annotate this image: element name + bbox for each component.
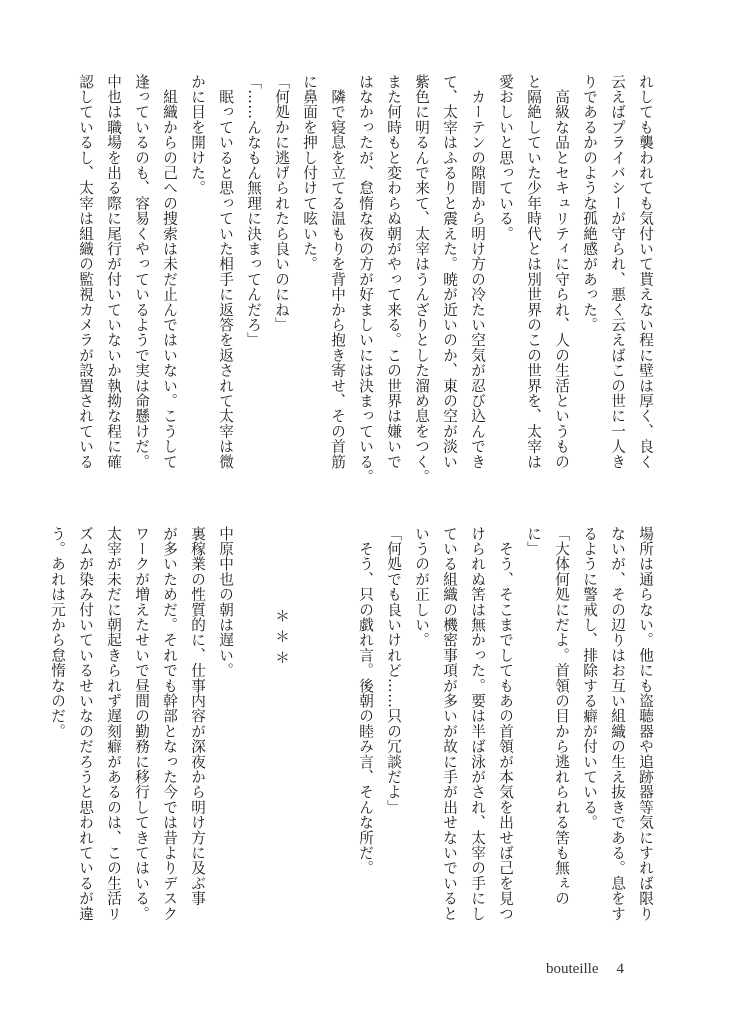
lower-text-line: 「何処でも良いけれど……只の冗談だよ」 bbox=[385, 526, 402, 815]
page-number: 4 bbox=[616, 961, 624, 977]
upper-text-line: はなかったが、怠惰な夜の方が好ましいには決まっている。 bbox=[357, 74, 374, 485]
upper-text-line: また何時もと変わらぬ朝がやって来る。この世界は嫌いで bbox=[385, 74, 402, 470]
lower-text-line: に」 bbox=[525, 526, 542, 557]
lower-text-line: ている組織の機密事項が多いが故に手が出せないでいると bbox=[441, 526, 458, 922]
lower-text-block bbox=[43, 526, 659, 946]
lower-text-line: そう、只の戯れ言。後朝の睦み言、そんな所だ。 bbox=[357, 526, 374, 876]
upper-text-line: 「何処かに逃げられたら良いのにね」 bbox=[273, 74, 290, 333]
upper-text-line: 紫色に明るんで来て、太宰はうんざりとした溜め息をつく。 bbox=[413, 74, 430, 485]
upper-text-line: 認しているし、太宰は組織の監視カメラが設置されている bbox=[77, 74, 94, 470]
lower-text-line: ＊＊＊ bbox=[273, 526, 290, 671]
book-title: bouteille bbox=[546, 961, 599, 977]
lower-text-line: ないが、その辺りはお互い組織の生え抜きである。息をす bbox=[609, 526, 626, 922]
upper-text-line: 云えばプライバシーが守られ、悪く云えばこの世に一人き bbox=[609, 74, 626, 470]
upper-text-line: て、太宰はふるりと震えた。暁が近いのか、東の空が淡い bbox=[441, 74, 458, 470]
upper-text-line: 高級な品とセキュリティに守られ、人の生活というもの bbox=[553, 74, 570, 470]
lower-text-line: いうのが正しい。 bbox=[413, 526, 430, 648]
lower-text-line: るように警戒し、排除する癖が付いている。 bbox=[581, 526, 598, 830]
upper-text-line: 中也は職場を出る際に尾行が付いていないか執拗な程に確 bbox=[105, 74, 122, 470]
lower-text-line: 中原中也の朝は遅い。 bbox=[217, 526, 234, 678]
upper-text-line: に鼻面を押し付けて呟いた。 bbox=[301, 74, 318, 272]
lower-text-line: う。あれは元から怠惰なのだ。 bbox=[49, 526, 66, 739]
lower-text-line: ズムが染み付いているせいなのだろうと思われているが違 bbox=[77, 526, 94, 922]
lower-text-line: 太宰が未だに朝起きられず遅刻癖があるのは、この生活リ bbox=[105, 526, 122, 922]
upper-text-line: 眠っていると思っていた相手に返答を返されて太宰は微 bbox=[217, 74, 234, 470]
lower-text-line: けられぬ筈は無かった。要は半ば泳がされ、太宰の手にし bbox=[469, 526, 486, 922]
lower-text-line: 場所は通らない。他にも盗聴器や追跡器等気にすれば限り bbox=[637, 526, 654, 922]
lower-text-line: が多いためだ。それでも幹部となった今では昔よりデスク bbox=[161, 526, 178, 922]
lower-text-line: そう、そこまでしてもあの首領が本気を出せば己を見つ bbox=[497, 526, 514, 922]
lower-text-line: 裏稼業の性質的に、仕事内容が深夜から明け方に及ぶ事 bbox=[189, 526, 206, 906]
upper-text-block bbox=[71, 74, 659, 494]
upper-text-line: カーテンの隙間から明け方の冷たい空気が忍び込んでき bbox=[469, 74, 486, 470]
upper-text-line: 愛おしいと思っている。 bbox=[497, 74, 514, 242]
lower-text-line bbox=[323, 526, 351, 946]
upper-text-line: 逢っているのも、容易くやっているようで実は命懸けだ。 bbox=[133, 74, 150, 470]
upper-text-line: 組織からの己への捜索は未だ止んではいない。こうして bbox=[161, 74, 178, 470]
upper-text-line: りであるかのような孤絶感があった。 bbox=[581, 74, 598, 333]
upper-text-line: 隣で寝息を立てる温もりを背中から抱き寄せ、その首筋 bbox=[329, 74, 346, 470]
lower-text-line: ワークが増えたせいで昼間の勤務に移行してきてはいる。 bbox=[133, 526, 150, 922]
upper-text-line: かに目を開けた。 bbox=[189, 74, 206, 196]
upper-text-line: 「……んなもん無理に決まってんだろ」 bbox=[245, 74, 262, 348]
lower-text-line: 「大体何処にだよ。首領の目から逃れられる筈も無ぇの bbox=[553, 526, 570, 906]
lower-text-line bbox=[239, 526, 267, 946]
page-footer bbox=[546, 961, 624, 978]
upper-text-line: れしても襲われても気付いて貰えない程に壁は厚く、良く bbox=[637, 74, 654, 470]
lower-text-line bbox=[295, 526, 323, 946]
upper-text-line: と隔絶していた少年時代とは別世界のこの世界を、太宰は bbox=[525, 74, 542, 470]
